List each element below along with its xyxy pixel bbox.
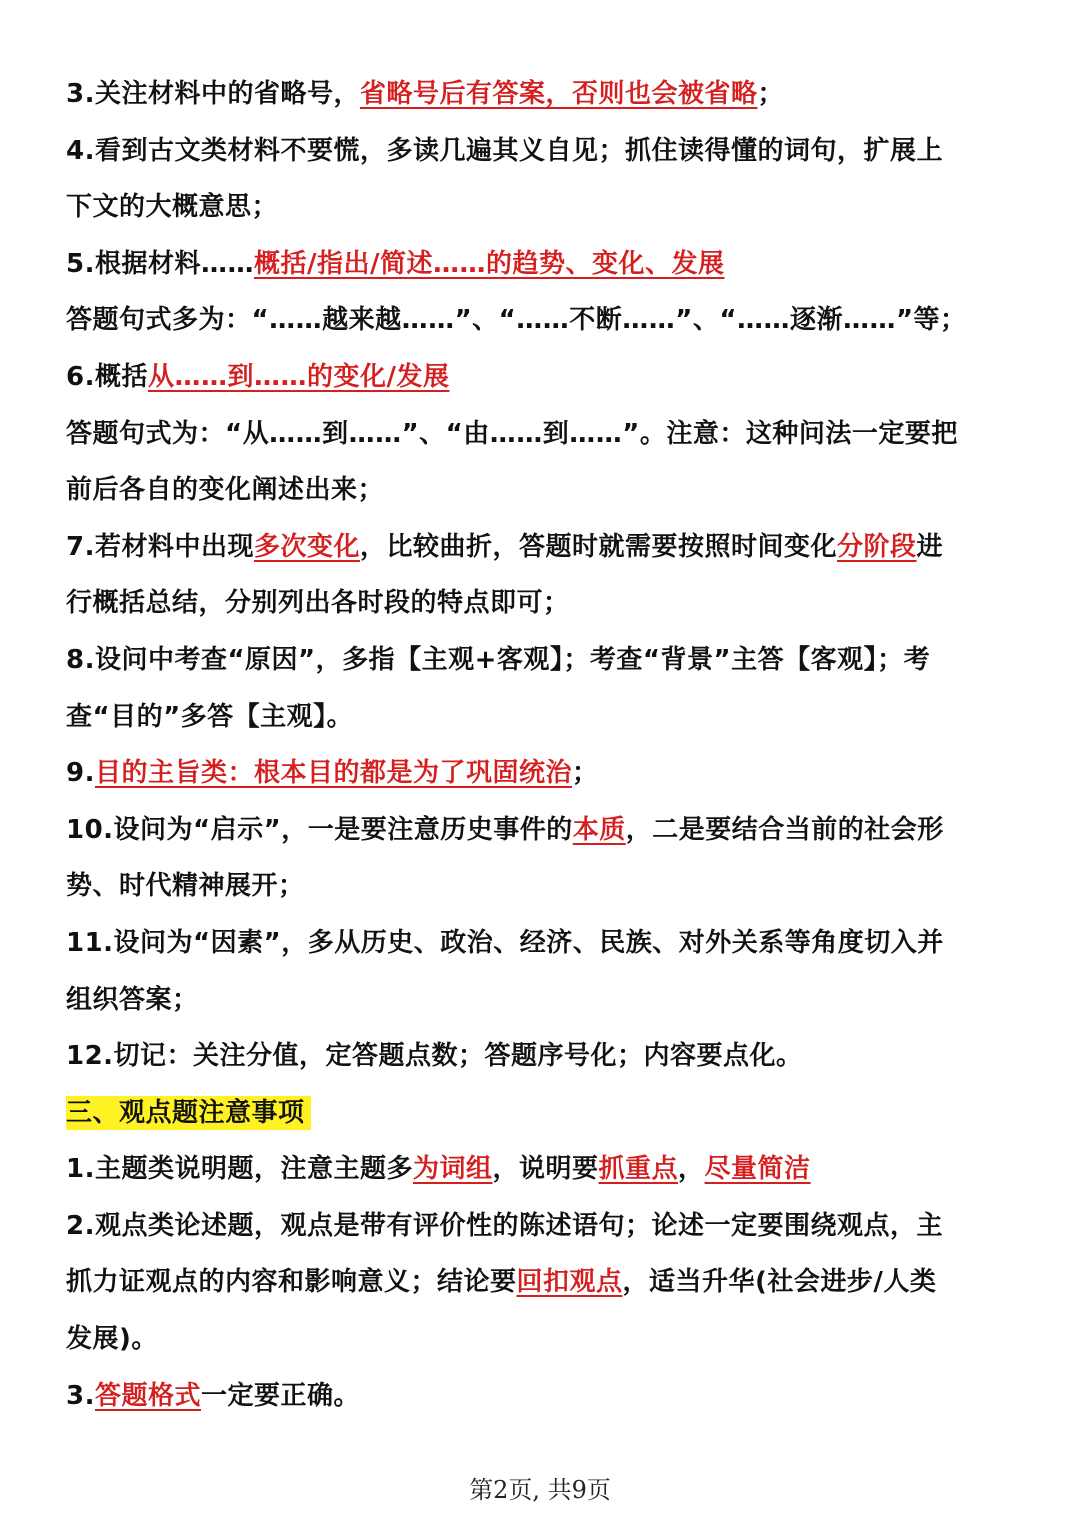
body-text: 12.切记：关注分值，定答题点数；答题序号化；内容要点化。 xyxy=(66,1041,803,1072)
body-text: 答题句式多为：“……越来越……”、“……不断……”、“……逐渐……”等； xyxy=(66,305,967,336)
body-text: ； xyxy=(757,79,784,109)
text-line xyxy=(66,858,1018,915)
text-line xyxy=(66,689,1018,746)
text-line xyxy=(66,802,1018,859)
body-text: 答题句式为：“从……到……”、“由……到……”。注意：这种问法一定要把 xyxy=(66,418,958,449)
body-text: 5.根据材料…… xyxy=(66,248,254,279)
body-text: 4.看到古文类材料不要慌，多读几遍其义自见；抓住读得懂的词句，扩展上 xyxy=(66,135,943,166)
body-text: 进 xyxy=(916,531,944,562)
body-text: 抓力证观点的内容和影响意义；结论要 xyxy=(66,1267,517,1298)
body-text: 发展)。 xyxy=(66,1324,158,1355)
text-line xyxy=(66,632,1018,689)
text-line xyxy=(66,1141,1018,1198)
text-line xyxy=(66,123,1018,180)
emphasis-text: 尽量简洁 xyxy=(704,1154,811,1185)
text-line xyxy=(66,292,1018,349)
text-line xyxy=(66,349,1018,406)
text-line xyxy=(66,462,1018,519)
body-text: 9. xyxy=(66,758,95,789)
text-line xyxy=(66,915,1018,972)
text-line xyxy=(66,575,1018,632)
text-line xyxy=(66,1311,1018,1368)
text-line xyxy=(66,745,1018,802)
heading-highlight xyxy=(66,1096,311,1130)
emphasis-text: 本质 xyxy=(572,814,626,845)
body-text: ， xyxy=(678,1154,705,1185)
emphasis-text: 分阶段 xyxy=(837,531,917,562)
body-text: 行概括总结，分别列出各时段的特点即可； xyxy=(66,588,570,619)
emphasis-text: 省略号后有答案，否则也会被省略 xyxy=(359,79,758,109)
body-text: 下文的大概意思； xyxy=(66,192,279,223)
emphasis-text: 回扣观点 xyxy=(516,1267,623,1298)
body-text: 组织答案； xyxy=(66,984,199,1015)
emphasis-text: 从……到……的变化/发展 xyxy=(147,361,450,392)
emphasis-text: 目的主旨类：根本目的都是为了巩固统治 xyxy=(94,758,572,789)
body-text: 8.设问中考查“原因”，多指【主观+客观】；考查“背景”主答【客观】；考 xyxy=(66,644,931,675)
body-text: 一定要正确。 xyxy=(200,1380,360,1411)
body-text: ，比较曲折，答题时就需要按照时间变化 xyxy=(359,531,837,562)
body-text: 2.观点类论述题，观点是带有评价性的陈述语句；论述一定要围绕观点，主 xyxy=(66,1210,943,1241)
text-line xyxy=(66,236,1018,293)
text-line xyxy=(66,1028,1018,1085)
emphasis-text: 概括/指出/简述……的趋势、变化、发展 xyxy=(253,248,725,279)
page-footer xyxy=(0,1470,1080,1505)
text-line xyxy=(66,179,1018,236)
text-line xyxy=(66,972,1018,1029)
section-heading xyxy=(66,1085,1018,1142)
text-line xyxy=(66,1254,1018,1311)
text-line xyxy=(66,406,1018,463)
body-text: 三、观点题注意事项 xyxy=(66,1097,305,1128)
text-line xyxy=(66,1368,1018,1425)
emphasis-text: 多次变化 xyxy=(253,531,360,562)
emphasis-text: 抓重点 xyxy=(598,1154,679,1185)
body-text: ，适当升华(社会进步/人类 xyxy=(622,1267,937,1298)
emphasis-text: 为词组 xyxy=(412,1154,493,1185)
body-text: ； xyxy=(571,758,599,789)
page-number-label: 第2页, 共9页 xyxy=(469,1476,611,1504)
body-text: 7.若材料中出现 xyxy=(66,531,254,562)
body-text: 3. xyxy=(66,1380,95,1411)
text-line xyxy=(66,1198,1018,1255)
document-body xyxy=(66,66,1018,1424)
body-text: 3.关注材料中的省略号， xyxy=(66,79,360,109)
body-text: 1.主题类说明题，注意主题多 xyxy=(66,1154,413,1185)
body-text: ，二是要结合当前的社会形 xyxy=(625,814,944,845)
body-text: ，说明要 xyxy=(492,1154,599,1185)
body-text: 11.设问为“因素”，多从历史、政治、经济、民族、对外关系等角度切入并 xyxy=(66,927,944,958)
text-line xyxy=(66,519,1018,576)
body-text: 10.设问为“启示”，一是要注意历史事件的 xyxy=(66,814,573,845)
body-text: 查“目的”多答【主观】。 xyxy=(66,701,354,732)
emphasis-text: 答题格式 xyxy=(94,1380,201,1411)
body-text: 势、时代精神展开； xyxy=(66,871,305,902)
body-text: 前后各自的变化阐述出来； xyxy=(66,475,385,506)
body-text: 6.概括 xyxy=(66,361,148,392)
text-line xyxy=(66,66,1018,123)
